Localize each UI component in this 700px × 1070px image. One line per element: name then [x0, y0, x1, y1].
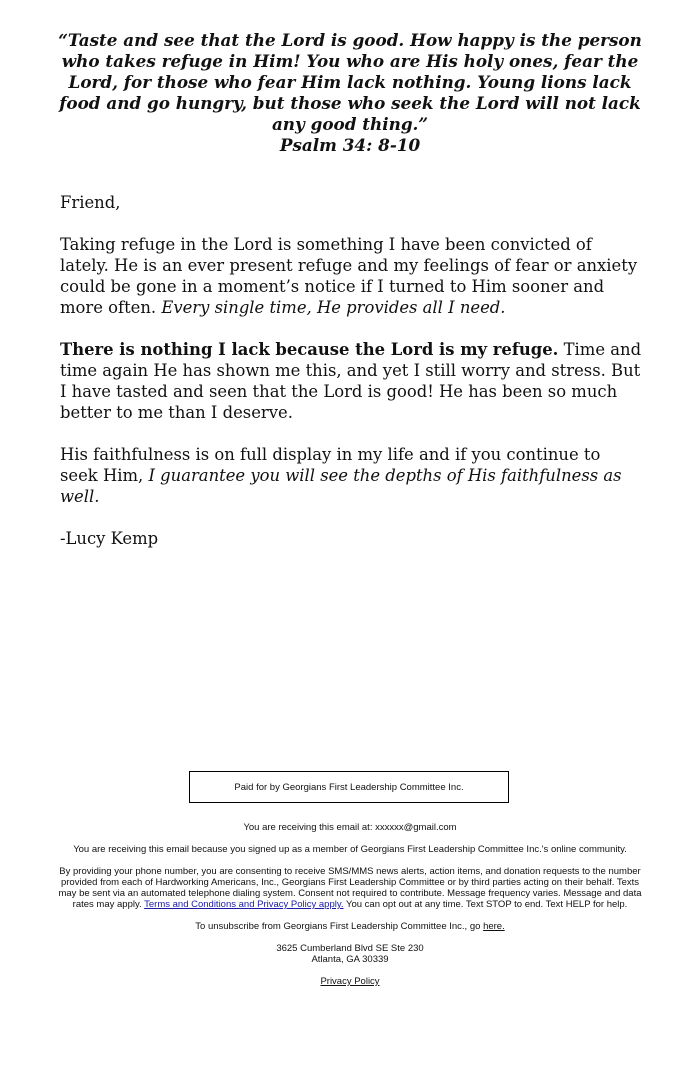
letter-paragraph-3: [60, 444, 642, 507]
letter-signature: -Lucy Kemp: [60, 529, 159, 548]
address-line-1: 3625 Cumberland Blvd SE Ste 230: [276, 943, 424, 954]
letter-greeting: Friend,: [60, 193, 121, 212]
p3-italic: I guarantee you will see the depths of His faithfulness as well.: [60, 466, 622, 506]
p1-text: Taking refuge in the Lord is something I have been convicted of lately. He is an ever present refuge and my feelings of fear or anxiety could be gone in a moment’s notice if I turned to Him sooner and more often.: [60, 235, 638, 317]
p2-text: Time and time again He has shown me this, and yet I still worry and stress. But I have tasted and seen that the Lord is good! He has been so much better to me than I deserve.: [60, 340, 642, 422]
scripture-quote: [54, 30, 646, 156]
email-footer: [55, 822, 645, 998]
unsubscribe-link[interactable]: here.: [483, 921, 505, 932]
paid-for-text: Paid for by Georgians First Leadership Committee Inc.: [234, 781, 464, 793]
p3-text: His faithfulness is on full display in my life and if you continue to seek Him,: [60, 445, 601, 485]
member-notice: You are receiving this email because you signed up as a member of Georgians First Leadership Committee Inc.'s online community.: [73, 844, 627, 855]
letter-paragraph-1: [60, 234, 642, 318]
quote-reference: Psalm 34: 8-10: [279, 135, 421, 155]
p1-italic: Every single time, He provides all I need.: [161, 298, 506, 317]
p2-bold: There is nothing I lack because the Lord is my refuge.: [60, 340, 559, 359]
receiving-email-notice: You are receiving this email at: xxxxxx@gmail.com: [243, 822, 457, 833]
sms-after-text: You can opt out at any time. Text STOP to end. Text HELP for help.: [346, 899, 628, 910]
letter-paragraph-2: [60, 339, 642, 423]
sms-text: By providing your phone number, you are consenting to receive SMS/MMS news alerts, action items, and donation requests to the number provided from each of Hardworking Americans, Inc., Georgians First Leadership Committee or by third parties acting on their behalf. Texts may be sent via an automated telephone dialing system. Consent not required to contribute. Message frequency varies. Message and data rates may apply.: [58, 866, 642, 910]
mailing-address: [55, 943, 645, 965]
quote-verse: “Taste and see that the Lord is good. How happy is the person who takes refuge in Him! You who are His holy ones, fear the Lord, for those who fear Him lack nothing. Young lions lack food and go hungry, but those who seek the Lord will not lack any good thing.”: [58, 30, 642, 134]
unsubscribe-notice: [55, 921, 645, 932]
address-line-2: Atlanta, GA 30339: [311, 954, 389, 965]
sms-consent-notice: [55, 866, 645, 910]
letter-body: [60, 192, 642, 570]
paid-for-disclaimer: [189, 771, 509, 803]
privacy-policy-row: [55, 976, 645, 987]
privacy-policy-link[interactable]: Privacy Policy: [320, 976, 380, 987]
unsubscribe-text: To unsubscribe from Georgians First Leadership Committee Inc., go: [195, 921, 481, 932]
terms-privacy-link[interactable]: Terms and Conditions and Privacy Policy apply.: [144, 899, 344, 910]
